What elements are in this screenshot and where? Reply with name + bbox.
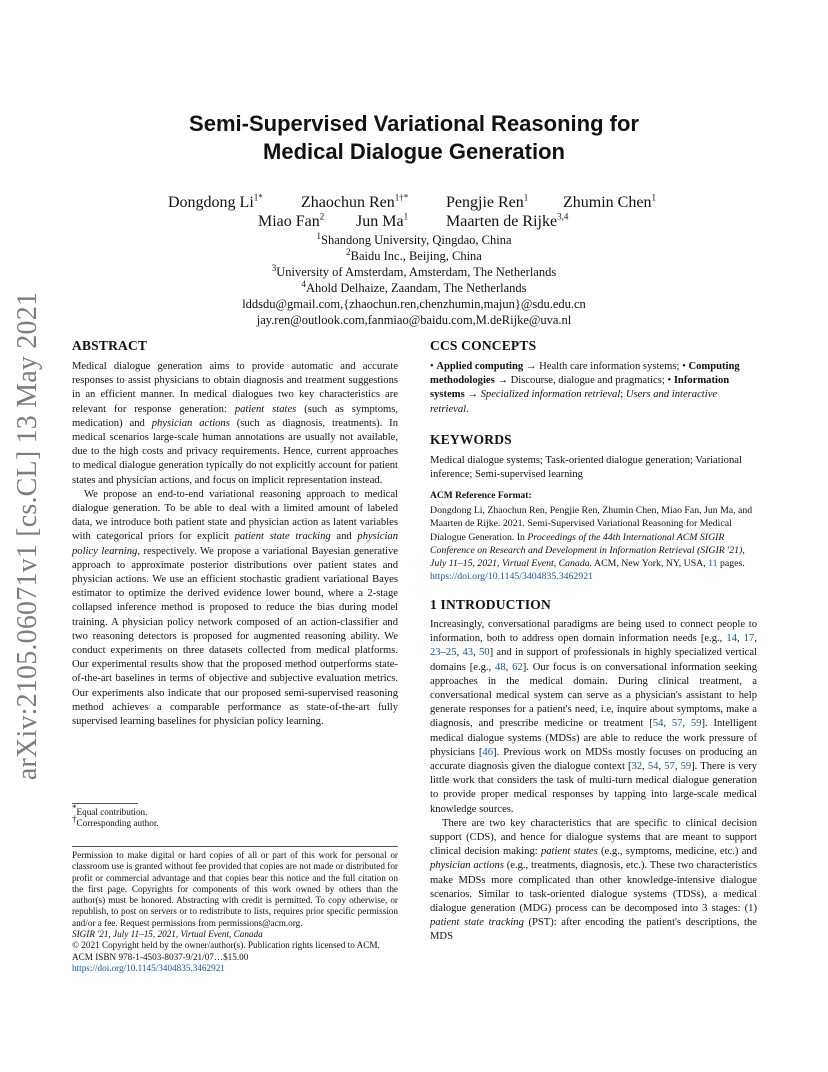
citation-link[interactable]: 57 — [671, 718, 683, 730]
intro-paragraph-2: There are two key characteristics that are specific to clinical decision support (CDS), and hence for dialogue systems that are meant to support clinical decision making: patient states (e.g., symptoms, medicine, etc.) and physician actions (e.g., treatments, diagnosis, etc.). These two characteristics make MDSs more complicated than other knowledge-intensive dialogue scenarios. Similar to task-oriented dialogue systems (TDSs), a medical dialogue generation (MDG) process can be decomposed into 3 stages: (1) patient state tracking (PST): after encoding the patient's descriptions, the MDS — [430, 817, 757, 943]
affiliation: $^1$Shandong University, Qingdao, China — [316, 230, 512, 247]
arxiv-side-label: arXiv:2105.06071v1 [cs.CL] 13 May 2021 — [12, 291, 43, 781]
citation-link[interactable]: 43 — [462, 647, 474, 659]
isbn-line: ACM ISBN 978-1-4503-8037-9/21/07…$15.00 — [72, 951, 249, 962]
footnote: *Equal contribution. — [72, 802, 148, 817]
citation-link[interactable]: 25 — [445, 647, 457, 659]
permission-text: Permission to make digital or hard copies of all or part of this work for personal or classroom use is granted without fee provided that copies are not made or distributed for profit or commercial advantage and that copies bear this notice and the full citation on the first page. Copyrights for components of this work owned by others than the author(s) must be honored. Abstracting with credit is permitted. To copy otherwise, or republish, to post on servers or to redistribute to lists, requires prior specific permission and/or a fee. Request permissions from permissions@acm.org. — [72, 850, 398, 928]
footnote: †Corresponding author. — [72, 814, 159, 829]
ccs-concepts: • Applied computing → Health care information systems; • Computing methodologies → Discourse, dialogue and pragmatics; • Information systems → Specialized information retrieval; Users and interactive retrieval. — [430, 361, 740, 415]
keywords-text: Medical dialogue systems; Task-oriented dialogue generation; Variational inference; Semi-supervised learning — [430, 455, 742, 481]
author-name: Zhumin Chen$^1$ — [563, 192, 656, 211]
citation-link[interactable]: 59 — [690, 718, 702, 730]
author-name: Zhaochun Ren$^{1\dagger*}$ — [301, 192, 409, 211]
acm-reference-heading: ACM Reference Format: — [430, 491, 532, 501]
affiliations — [100, 232, 728, 328]
doi-link[interactable]: https://doi.org/10.1145/3404835.3462921 — [72, 962, 225, 973]
title-line-1: Semi-Supervised Variational Reasoning for — [189, 111, 639, 136]
citation-link[interactable]: 48 — [495, 661, 506, 673]
acm-reference — [430, 490, 757, 583]
citation-link[interactable]: 62 — [512, 661, 523, 673]
italic-term: patient states — [540, 846, 598, 858]
author-name: Miao Fan$^2$ — [258, 211, 325, 230]
conference-venue: SIGIR '21, July 11–15, 2021, Virtual Event, Canada — [72, 929, 263, 940]
author-name: Maarten de Rijke$^{3,4}$ — [446, 211, 569, 230]
email-line: lddsdu@gmail.com,{zhaochun.ren,chenzhumin,majun}@sdu.edu.cn — [242, 297, 586, 311]
author-name: Jun Ma$^1$ — [356, 211, 409, 230]
abstract-paragraph-1: Medical dialogue generation aims to provide automatic and accurate responses to assist physicians to obtain diagnosis and treatment suggestions in an efficient manner. In medical dialogues two key characteristics are relevant for response generation: patient states (such as symptoms, medication) and physician actions (such as diagnosis, treatments). In medical scenarios large-scale human annotations are usually not available, due to the high costs and privacy requirements. Hence, current approaches to medical dialogue generation typically do not explicitly account for patient states and physician actions, and focus on implicit representation instead. — [72, 361, 399, 486]
paper-title — [100, 110, 728, 166]
citation-link[interactable]: 54 — [647, 761, 659, 773]
abstract-heading: ABSTRACT — [72, 338, 148, 353]
acm-reference-text: Dongdong Li, Zhaochun Ren, Pengjie Ren, Zhumin Chen, Miao Fan, Jun Ma, and Maarten de Rijke. 2021. Semi-Supervised Variational Reasoning for Medical Dialogue Generation. In Proceedings of the 44th International ACM SIGIR Conference on Research and Development in Information Retrieval (SIGIR '21), July 11–15, 2021, Virtual Event, Canada. ACM, New York, NY, USA, 11 pages. https://doi.org/10.1145/3404835.3462921 — [430, 505, 753, 583]
affiliation: $^2$Baidu Inc., Beijing, China — [346, 246, 482, 263]
author-name: Dongdong $Li^{1*}$ — [168, 192, 263, 211]
citation-link[interactable]: 46 — [482, 746, 493, 758]
footnote-divider — [72, 803, 138, 804]
permission-block — [72, 850, 398, 974]
author-name: Pengjie Ren$^1$ — [446, 192, 529, 211]
abstract-section — [72, 338, 398, 729]
keywords-heading: KEYWORDS — [430, 432, 512, 447]
citation-link[interactable]: 57 — [664, 761, 675, 773]
abstract-paragraph-2: We propose an end-to-end variational reasoning approach to medical dialogue generation. To be able to deal with a limited amount of labeled data, we introduce both patient state and physician action as latent variables with categorical priors for explicit patient state tracking and physician policy learning, respectively. We propose a variational Bayesian generative approach to approximate posterior distributions over patient states and physician actions. We use an efficient stochastic gradient variational Bayes estimator to optimize the derived evidence lower bound, where a 2-stage collapsed inference method is proposed to reduce the bias during model training. A physician policy network composed of an action-classifier and two reasoning detectors is proposed for augmented reasoning ability. We conduct experiments on three datasets collected from medical platforms. Our experimental results show that the proposed method outperforms state-of-the-art baselines in terms of objective and subjective evaluation metrics. Our experiments also indicate that our proposed semi-supervised reasoning method achieves a comparable performance as state-of-the-art fully supervised learning baselines for physician policy learning. — [72, 488, 398, 728]
email-line: jay.ren@outlook.com,fanmiao@baidu.com,M.deRijke@uva.nl — [256, 313, 572, 327]
citation-link[interactable]: 54 — [652, 718, 664, 730]
citation-link[interactable]: 14 — [726, 633, 737, 645]
citation-link[interactable]: 32 — [631, 761, 643, 773]
ccs-heading: CCS CONCEPTS — [430, 338, 537, 353]
citation-link[interactable]: 17 — [743, 633, 755, 645]
intro-paragraph-1: Increasingly, conversational paradigms are being used to connect people to information, both to address open domain information needs [e.g., 14, 17, 23–25, 43, 50] and in support of professionals in highly specialized vertical domains [e.g., 48, 62]. Our focus is on conversational information seeking approaches in the medical domain. During clinical treatment, a conversational medical system can serve as a physician's assistant to help generate responses for a patient's need, i.e, inquire about symptoms, make a diagnosis, and prescribe medicine or treatment [54, 57, 59]. Intelligent medical dialogue systems (MDSs) are able to reduce the work pressure of physicians [46]. Previous work on MDSs mostly focuses on producing an accurate diagnosis given the dialogue context [32, 54, 57, 59]. There is very little work that considers the task of multi-turn medical dialogue generation to provide proper medical responses by tapping into large-scale medical knowledge sources. — [430, 619, 758, 815]
keywords-section — [430, 432, 757, 482]
footnotes — [72, 802, 398, 830]
introduction-section — [430, 597, 757, 945]
introduction-heading: 1 INTRODUCTION — [430, 597, 551, 612]
affiliation: $^3$University of Amsterdam, Amsterdam, The Netherlands — [271, 262, 557, 279]
citation-link[interactable]: 23 — [430, 647, 441, 659]
citation-link[interactable]: 59 — [680, 761, 692, 773]
italic-term: patient state tracking — [430, 917, 524, 929]
citation-link[interactable]: 50 — [478, 647, 490, 659]
permission-divider — [72, 846, 398, 847]
ccs-section — [430, 338, 757, 417]
title-line-2: Medical Dialogue Generation — [263, 139, 565, 164]
acm-doi-link[interactable]: https://doi.org/10.1145/3404835.3462921 — [430, 571, 594, 583]
copyright-line: © 2021 Copyright held by the owner/author(s). Publication rights licensed to ACM. — [72, 940, 380, 951]
italic-term: physician actions — [430, 860, 504, 872]
authors-row-2 — [110, 212, 718, 234]
affiliation: $^4$Ahold Delhaize, Zaandam, The Netherlands — [301, 278, 527, 295]
